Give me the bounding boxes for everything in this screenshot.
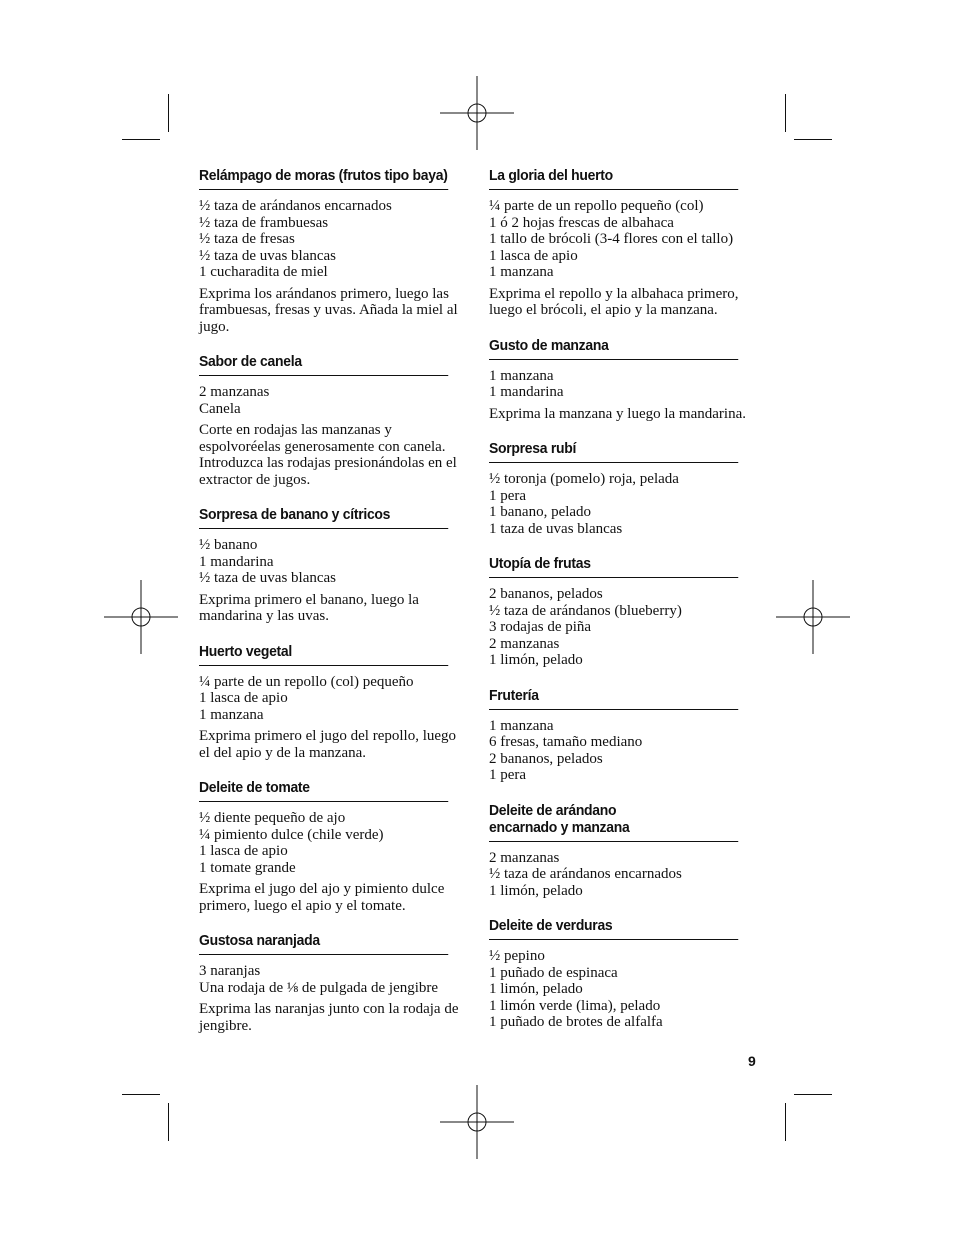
registration-mark-icon (440, 76, 514, 150)
registration-mark-icon (104, 580, 178, 654)
ingredient-item: 1 pera (489, 487, 527, 504)
recipe-instructions: Exprima primero el banano, luego la mandarina y las uvas. (199, 591, 419, 624)
ingredient-item: 1 mandarina (199, 553, 274, 570)
ingredient-item: ½ taza de uvas blancas (199, 570, 337, 586)
ingredient-item: ½ pepino (489, 948, 545, 964)
ingredient-item: 1 lasca de apio (199, 843, 288, 859)
ingredient-item: 2 bananos, pelados (489, 586, 603, 602)
ingredient-item: 2 manzanas (199, 384, 270, 400)
ingredient-list (489, 471, 757, 537)
recipe-sorpresa-de-banano-y-citricos (199, 506, 467, 625)
recipe-la-gloria-del-huerto (489, 167, 757, 319)
ingredient-item: 1 puñado de brotes de alfalfa (489, 1014, 663, 1030)
ingredient-item: 3 naranjas (199, 963, 261, 979)
ingredient-item: 1 pera (489, 767, 527, 783)
ingredient-list (489, 198, 757, 281)
ingredient-list (489, 850, 757, 900)
recipe-instructions: Exprima los arándanos primero, luego las frambuesas, fresas y uvas. Añada la miel al jugo. (199, 285, 458, 335)
recipe-fruteria (489, 687, 757, 784)
recipe-deleite-de-arandano-encarnado-y-manzana (489, 802, 757, 900)
crop-mark (794, 139, 832, 140)
crop-mark (168, 1103, 169, 1141)
recipe-title: Sabor de canela (199, 353, 448, 376)
crop-mark (168, 94, 169, 132)
ingredient-item: ½ diente pequeño de ajo (199, 810, 346, 826)
ingredient-item: 1 mandarina (489, 384, 564, 400)
ingredient-list (199, 537, 467, 587)
ingredient-item: 1 cucharadita de miel (199, 264, 328, 280)
ingredient-item: 1 manzana (489, 264, 554, 280)
ingredient-list (199, 384, 467, 417)
ingredient-list (199, 674, 467, 724)
ingredient-list (489, 948, 757, 1031)
ingredient-item: ¼ parte de un repollo pequeño (col) (489, 198, 704, 214)
recipe-title: Huerto vegetal (199, 643, 448, 666)
recipe-sorpresa-rubi (489, 440, 757, 537)
ingredient-item: 1 limón verde (lima), pelado (489, 997, 661, 1014)
ingredient-item: 1 lasca de apio (489, 247, 578, 264)
ingredient-item: 1 manzana (489, 717, 554, 734)
recipe-huerto-vegetal (199, 643, 467, 762)
ingredient-item: 1 manzana (199, 706, 264, 723)
ingredient-list (489, 718, 757, 784)
recipe-deleite-de-tomate (199, 779, 467, 914)
ingredient-item: 1 puñado de espinaca (489, 964, 618, 981)
ingredient-item: ½ taza de arándanos (blueberry) (489, 602, 682, 619)
ingredient-item: ¼ parte de un repollo (col) pequeño (199, 673, 414, 690)
recipe-title: Sorpresa rubí (489, 440, 738, 463)
ingredient-list (199, 963, 467, 996)
recipe-relampago-de-moras-frutos-tipo-baya (199, 167, 467, 335)
page-number: 9 (748, 1053, 756, 1069)
ingredient-item: 1 tomate grande (199, 859, 296, 876)
ingredient-item: Una rodaja de ⅛ de pulgada de jengibre (199, 979, 439, 996)
recipe-instructions: Exprima la manzana y luego la mandarina. (489, 405, 746, 422)
ingredient-item: ½ toronja (pomelo) roja, pelada (489, 471, 679, 487)
ingredient-item: ½ taza de arándanos encarnados (199, 198, 392, 214)
ingredient-item: ½ taza de fresas (199, 231, 295, 247)
ingredient-item: ½ banano (199, 537, 258, 553)
recipe-title: Frutería (489, 687, 738, 710)
ingredient-item: 1 limón, pelado (489, 882, 583, 899)
recipe-instructions: Corte en rodajas las manzanas y espolvoréelas generosamente con canela. Introduzca las rodajas presionándolas en el extractor de jugos. (199, 422, 457, 488)
ingredient-list (199, 198, 467, 281)
crop-mark (785, 94, 786, 132)
crop-mark (122, 139, 160, 140)
ingredient-list (199, 810, 467, 876)
ingredient-item: ½ taza de arándanos encarnados (489, 866, 682, 882)
ingredient-item: 1 tallo de brócoli (3-4 flores con el tallo) (489, 231, 734, 247)
recipe-title: Deleite de verduras (489, 917, 738, 940)
recipe-gustosa-naranjada (199, 932, 467, 1034)
recipe-instructions: Exprima el jugo del ajo y pimiento dulce primero, luego el apio y el tomate. (199, 881, 445, 914)
ingredient-item: ½ taza de frambuesas (199, 214, 329, 231)
recipe-deleite-de-verduras (489, 917, 757, 1031)
ingredient-item: 3 rodajas de piña (489, 619, 592, 635)
recipe-title: Utopía de frutas (489, 555, 738, 578)
recipe-instructions: Exprima primero el jugo del repollo, luego el del apio y de la manzana. (199, 728, 457, 761)
recipe-instructions: Exprima el repollo y la albahaca primero, luego el brócoli, el apio y la manzana. (489, 285, 739, 318)
recipe-title: Relámpago de moras (frutos tipo baya) (199, 167, 448, 190)
registration-mark-icon (776, 580, 850, 654)
ingredient-item: 1 ó 2 hojas frescas de albahaca (489, 214, 674, 231)
ingredient-item: 1 lasca de apio (199, 690, 288, 706)
recipe-utopia-de-frutas (489, 555, 757, 669)
recipe-gusto-de-manzana (489, 337, 757, 423)
right-column (489, 167, 757, 1049)
recipe-title: La gloria del huerto (489, 167, 738, 190)
crop-mark (785, 1103, 786, 1141)
ingredient-list (489, 586, 757, 669)
recipe-title: Gustosa naranjada (199, 932, 448, 955)
ingredient-item: 2 manzanas (489, 635, 560, 652)
recipe-title: Sorpresa de banano y cítricos (199, 506, 448, 529)
left-column (199, 167, 467, 1052)
recipe-instructions: Exprima las naranjas junto con la rodaja de jengibre. (199, 1001, 459, 1034)
ingredient-list (489, 368, 757, 401)
ingredient-item: 2 manzanas (489, 849, 560, 866)
ingredient-item: Canela (199, 400, 241, 417)
ingredient-item: ½ taza de uvas blancas (199, 247, 337, 264)
crop-mark (794, 1094, 832, 1095)
ingredient-item: ¼ pimiento dulce (chile verde) (199, 826, 384, 843)
recipe-title: Gusto de manzana (489, 337, 738, 360)
recipe-sabor-de-canela (199, 353, 467, 488)
ingredient-item: 1 limón, pelado (489, 981, 583, 997)
ingredient-item: 1 limón, pelado (489, 652, 583, 668)
ingredient-item: 2 bananos, pelados (489, 750, 603, 767)
recipe-title: Deleite de arándano encarnado y manzana (489, 802, 738, 842)
ingredient-item: 1 banano, pelado (489, 504, 592, 520)
crop-mark (122, 1094, 160, 1095)
ingredient-item: 1 manzana (489, 367, 554, 384)
ingredient-item: 1 taza de uvas blancas (489, 520, 623, 537)
recipe-title: Deleite de tomate (199, 779, 448, 802)
registration-mark-icon (440, 1085, 514, 1159)
ingredient-item: 6 fresas, tamaño mediano (489, 734, 643, 750)
